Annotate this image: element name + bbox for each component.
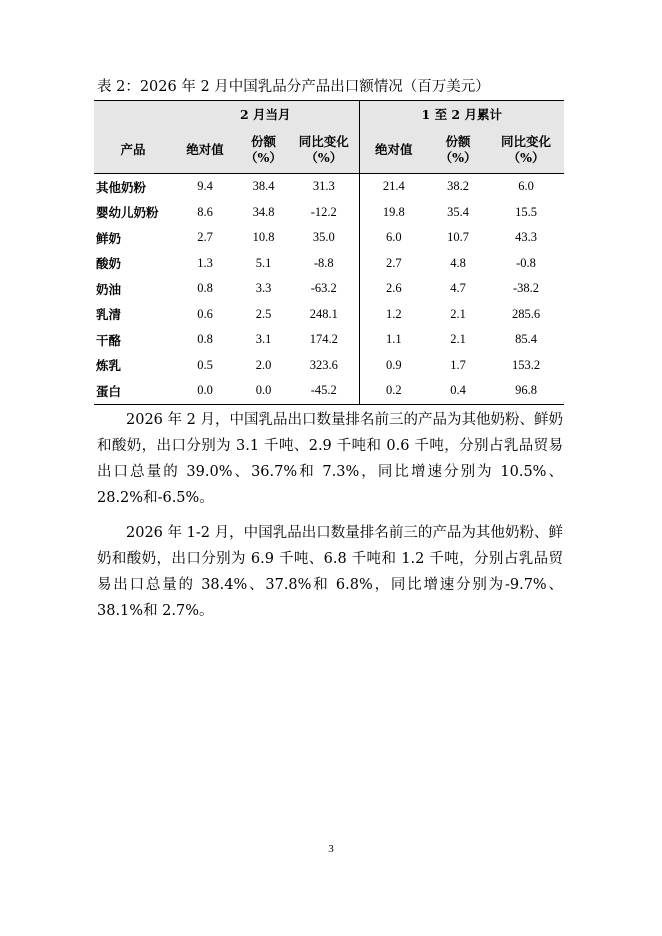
col-month-absolute: 绝对值 <box>172 127 238 174</box>
table-caption: 表 2：2026 年 2 月中国乳品分产品出口额情况（百万美元） <box>97 79 490 95</box>
cell-c-yoy: 15.5 <box>515 204 537 219</box>
cell-c-abs: 1.2 <box>359 302 428 328</box>
cell-m-yoy: 248.1 <box>309 306 338 321</box>
table-row <box>94 251 564 277</box>
table-row <box>94 276 564 302</box>
cell-m-abs: 0.8 <box>197 332 213 347</box>
table-row <box>94 200 564 226</box>
product-name: 蛋白 <box>94 378 172 404</box>
cell-c-yoy: 153.2 <box>511 357 541 372</box>
cell-m-abs: 9.4 <box>197 179 213 194</box>
cell-m-share: 38.4 <box>252 179 275 194</box>
cell-c-yoy: -0.8 <box>516 255 536 270</box>
cell-c-share: 10.7 <box>447 230 469 245</box>
cell-m-abs: 0.5 <box>197 357 213 372</box>
page-number: 3 <box>328 843 334 855</box>
cell-m-yoy: 323.6 <box>309 357 338 372</box>
cell-c-abs: 2.6 <box>359 276 428 302</box>
col-product: 产品 <box>94 127 172 174</box>
product-name: 其他奶粉 <box>96 179 147 195</box>
product-name: 乳清 <box>96 307 122 323</box>
cell-m-share: 10.8 <box>252 230 275 245</box>
cell-m-abs: 0.6 <box>197 306 213 321</box>
table-row <box>94 327 564 353</box>
cell-c-abs: 1.1 <box>359 327 428 353</box>
paragraph-february: 2026 年 2 月，中国乳品出口数量排名前三的产品为其他奶粉、鲜奶和酸奶，出口分别为 3.1 千吨、2.9 千吨和 0.6 千吨，分别占乳品贸易出口总量的 39.0%、36.7%和 7.3%，同比增速分别为 10.5%、28.2%和-6.5%。 <box>97 412 563 506</box>
cell-c-abs: 2.7 <box>359 251 428 277</box>
cell-c-yoy: 85.4 <box>515 332 537 347</box>
cell-c-abs: 21.4 <box>359 174 428 200</box>
product-name: 炼乳 <box>96 358 122 374</box>
cell-c-abs: 0.9 <box>359 353 428 379</box>
cell-c-share: 4.7 <box>450 281 466 296</box>
group-month: 2 月当月 <box>172 101 359 128</box>
cell-c-abs: 6.0 <box>359 225 428 251</box>
col-cum-absolute: 绝对值 <box>359 127 428 174</box>
cell-m-share: 2.5 <box>255 306 272 321</box>
cell-c-share: 4.8 <box>450 255 466 270</box>
cell-c-yoy: -38.2 <box>512 281 540 296</box>
cell-m-yoy: -63.2 <box>310 281 337 296</box>
table-row <box>94 225 564 251</box>
group-cumulative: 1 至 2 月累计 <box>359 101 564 128</box>
table-row <box>94 378 564 404</box>
col-cum-yoy: 同比变化 （%） <box>488 127 564 174</box>
cell-c-abs: 0.2 <box>359 378 428 404</box>
cell-m-yoy: 31.3 <box>312 179 335 194</box>
cell-m-abs: 0.0 <box>172 378 238 404</box>
cell-c-yoy: 6.0 <box>518 179 534 194</box>
col-month-yoy: 同比变化 （%） <box>289 127 359 174</box>
cell-c-share: 1.7 <box>450 357 466 372</box>
cell-m-abs: 2.7 <box>197 230 213 245</box>
cell-c-abs: 19.8 <box>359 200 428 226</box>
product-name: 奶油 <box>96 281 122 297</box>
cell-c-share: 2.1 <box>450 332 466 347</box>
table-row <box>94 302 564 328</box>
cell-m-share: 34.8 <box>252 204 275 219</box>
cell-c-yoy: 285.6 <box>511 306 541 321</box>
cell-m-yoy: 174.2 <box>309 332 338 347</box>
cell-c-yoy: 43.3 <box>515 230 537 245</box>
cell-m-abs: 1.3 <box>197 255 213 270</box>
table-group-header <box>94 101 564 128</box>
cell-m-abs: 0.8 <box>197 281 213 296</box>
product-name: 婴幼儿奶粉 <box>96 205 159 221</box>
cell-m-yoy: -45.2 <box>289 378 359 404</box>
product-name: 酸奶 <box>96 256 122 272</box>
cell-m-share: 2.0 <box>255 357 272 372</box>
cell-m-share: 3.3 <box>255 281 272 296</box>
cell-c-share: 0.4 <box>428 378 488 404</box>
paragraph-jan-feb: 2026 年 1-2 月，中国乳品出口数量排名前三的产品为其他奶粉、鲜奶和酸奶，出口分别为 6.9 千吨、6.8 千吨和 1.2 千吨，分别占乳品贸易出口总量的 38.4%、37.8%和 6.8%，同比增速分别为-9.7%、38.1%和 2.7%。 <box>97 525 563 619</box>
table-row <box>94 353 564 379</box>
col-cum-share: 份额 （%） <box>428 127 488 174</box>
cell-m-yoy: -12.2 <box>310 204 337 219</box>
cell-m-abs: 8.6 <box>197 204 213 219</box>
cell-m-share: 3.1 <box>255 332 272 347</box>
cell-c-share: 38.2 <box>447 179 469 194</box>
cell-m-yoy: 35.0 <box>312 230 335 245</box>
cell-m-share: 5.1 <box>255 255 272 270</box>
cell-m-share: 0.0 <box>238 378 289 404</box>
table-column-header <box>94 127 564 174</box>
table-row <box>94 174 564 200</box>
cell-c-yoy: 96.8 <box>488 378 564 404</box>
col-month-share: 份额 （%） <box>238 127 289 174</box>
product-name: 鲜奶 <box>96 230 122 246</box>
cell-c-share: 2.1 <box>450 306 466 321</box>
export-table <box>94 100 564 405</box>
cell-c-share: 35.4 <box>447 204 469 219</box>
cell-m-yoy: -8.8 <box>313 255 334 270</box>
product-name: 干酪 <box>96 332 122 348</box>
